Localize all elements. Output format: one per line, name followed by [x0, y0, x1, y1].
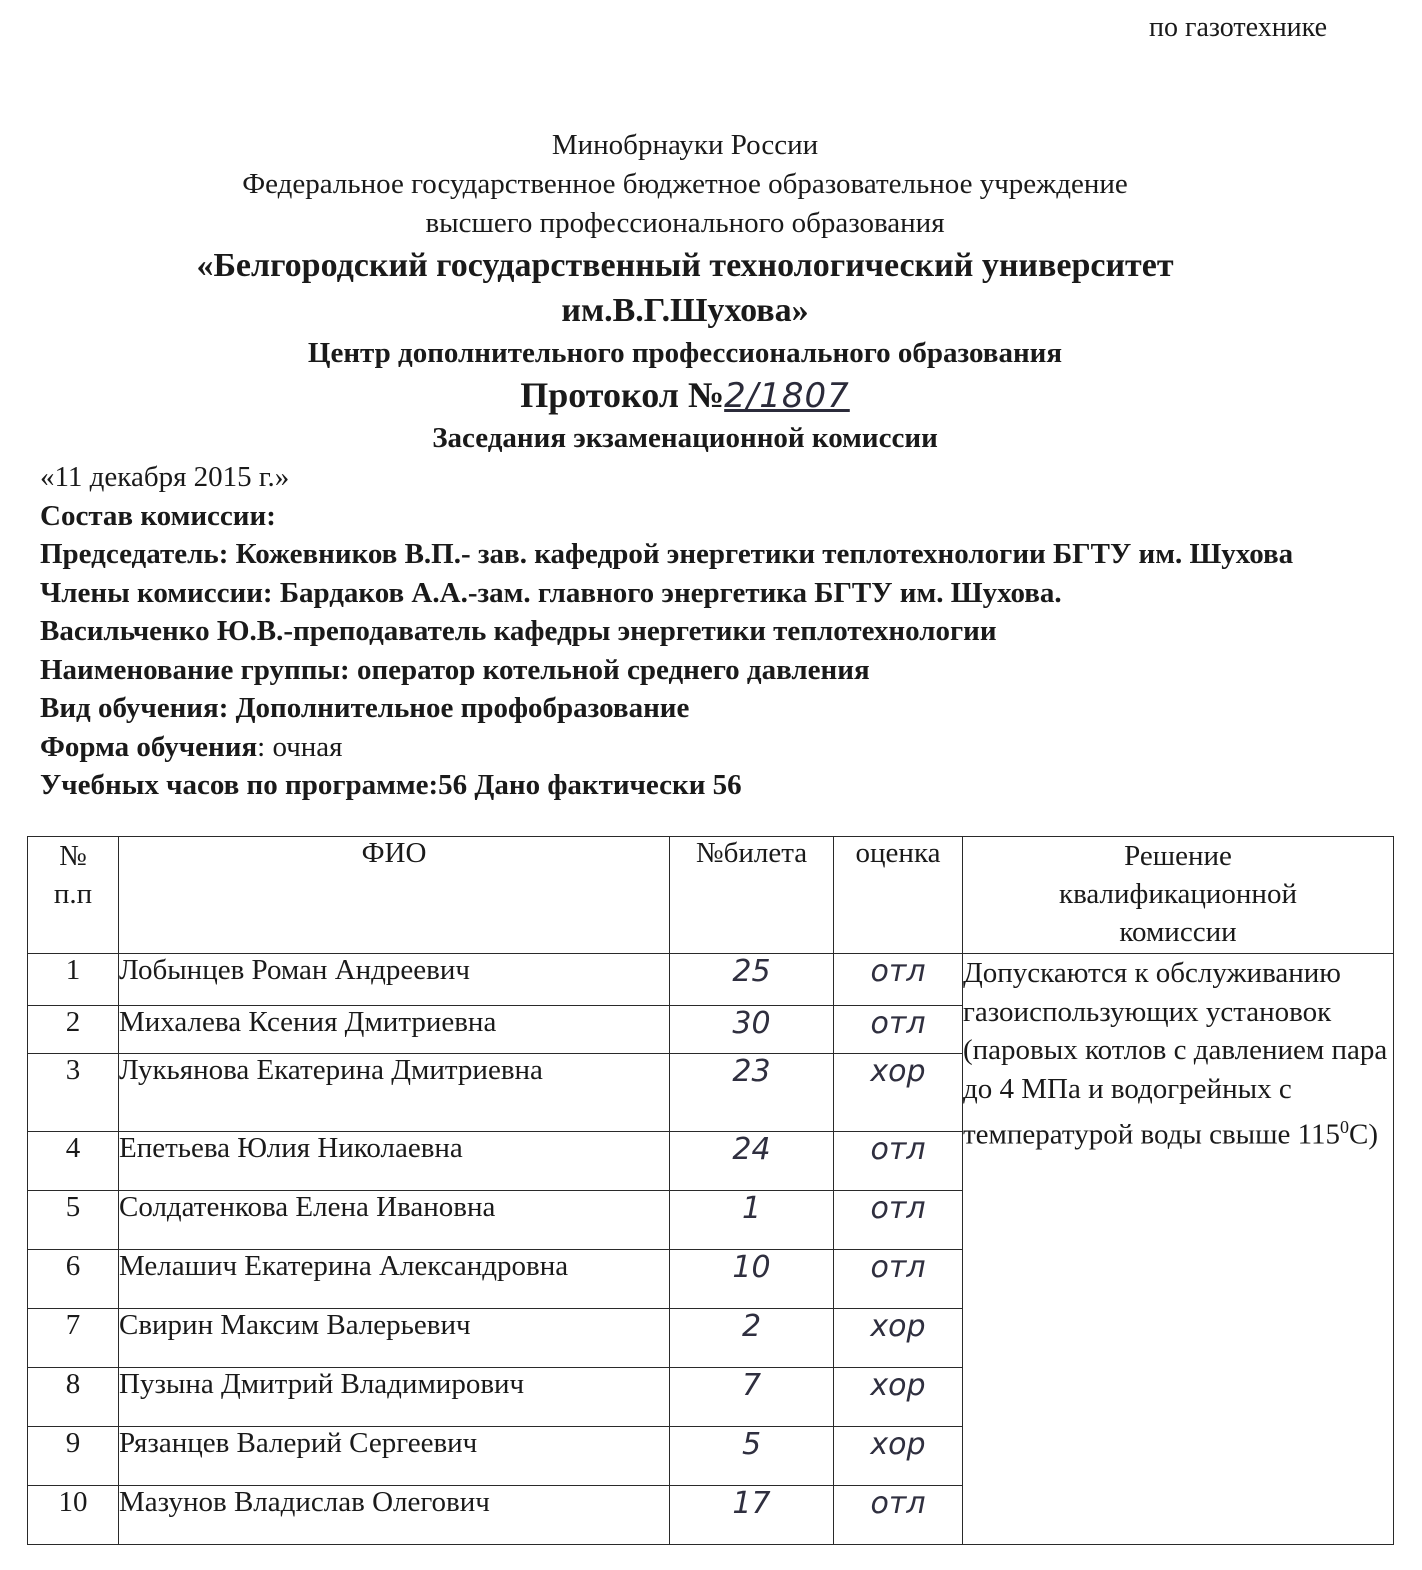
ministry-line: Минобрнауки России: [551, 129, 819, 161]
row-ticket: 17: [670, 1486, 834, 1545]
header-num-line-1: №: [59, 840, 87, 872]
header-decision-line-1: Решение: [1124, 840, 1232, 872]
row-fio: Михалева Ксения Дмитриевна: [119, 1006, 670, 1054]
results-table: [27, 836, 1394, 1545]
row-grade: хор: [834, 1309, 963, 1368]
row-ticket: 10: [670, 1250, 834, 1309]
row-grade: отл: [834, 1132, 963, 1191]
row-ticket: 7: [670, 1368, 834, 1427]
center-name: Центр дополнительного профессионального образования: [307, 337, 1063, 369]
decision-degree: 0: [1340, 1117, 1350, 1137]
group-name: Наименование группы: оператор котельной среднего давления: [40, 653, 870, 686]
row-grade: хор: [834, 1427, 963, 1486]
row-num: 3: [28, 1054, 119, 1132]
university-line-2: им.В.Г.Шухова»: [561, 292, 809, 329]
chairman: Председатель: Кожевников В.П.- зав. кафедрой энергетики теплотехнологии БГТУ им. Шухова: [40, 538, 1294, 570]
row-fio: Рязанцев Валерий Сергеевич: [119, 1427, 670, 1486]
row-grade: хор: [834, 1054, 963, 1132]
row-num: 2: [28, 1006, 119, 1054]
row-num: 7: [28, 1309, 119, 1368]
protocol-number: 2/1807: [724, 376, 850, 416]
row-num: 1: [28, 954, 119, 1006]
header-decision-line-3: комиссии: [1119, 916, 1237, 948]
row-num: 6: [28, 1250, 119, 1309]
row-ticket: 2: [670, 1309, 834, 1368]
row-num: 4: [28, 1132, 119, 1191]
row-fio: Пузына Дмитрий Владимирович: [119, 1368, 670, 1427]
study-form: [40, 728, 1360, 767]
row-grade: отл: [834, 1250, 963, 1309]
row-num: 10: [28, 1486, 119, 1545]
row-fio: Солдатенкова Елена Ивановна: [119, 1191, 670, 1250]
protocol-date: «11 декабря 2015 г.»: [40, 461, 290, 493]
corner-note: по газотехнике: [1148, 12, 1327, 43]
row-grade: отл: [834, 1191, 963, 1250]
row-ticket: 30: [670, 1006, 834, 1054]
header-num-line-2: п.п: [53, 878, 93, 910]
row-num: 8: [28, 1368, 119, 1427]
row-ticket: 24: [670, 1132, 834, 1191]
row-num: 9: [28, 1427, 119, 1486]
row-fio: Лобынцев Роман Андреевич: [119, 954, 670, 1006]
row-grade: отл: [834, 954, 963, 1006]
document-header: [0, 126, 1370, 458]
header-ticket: №билета: [670, 837, 834, 954]
decision-text: Допускаются к обслуживанию газоиспользующих установок (паровых котлов с давлением пара до 4 МПа и водогрейных с температурой воды свыше 115: [963, 957, 1388, 1151]
row-fio: Мазунов Владислав Олегович: [119, 1486, 670, 1545]
protocol-label: Протокол №: [520, 375, 725, 415]
composition-label: Состав комиссии:: [40, 499, 276, 532]
study-form-label: Форма обучения: [40, 730, 258, 763]
row-ticket: 1: [670, 1191, 834, 1250]
study-hours: Учебных часов по программе:56 Дано фактически 56: [40, 769, 742, 801]
commission-member-2: Васильченко Ю.В.-преподаватель кафедры энергетики теплотехнологии: [40, 615, 997, 647]
row-grade: отл: [834, 1006, 963, 1054]
table-row: [28, 954, 1394, 1006]
row-fio: Мелашич Екатерина Александровна: [119, 1250, 670, 1309]
row-ticket: 23: [670, 1054, 834, 1132]
study-type-value: : Дополнительное профобразование: [218, 692, 690, 724]
table-header-row: [28, 837, 1394, 954]
header-decision-line-2: квалификационной: [1059, 878, 1297, 910]
institution-line-1: Федеральное государственное бюджетное образовательное учреждение: [242, 168, 1128, 200]
header-num: [28, 837, 119, 954]
decision-cell: [963, 954, 1394, 1545]
row-fio: Лукьянова Екатерина Дмитриевна: [119, 1054, 670, 1132]
row-num: 5: [28, 1191, 119, 1250]
row-grade: отл: [834, 1486, 963, 1545]
study-form-value: : очная: [257, 730, 343, 763]
header-fio: ФИО: [119, 837, 670, 954]
study-type-label: Вид обучения: [40, 692, 219, 724]
row-fio: Епетьева Юлия Николаевна: [119, 1132, 670, 1191]
row-ticket: 25: [670, 954, 834, 1006]
session-title: Заседания экзаменационной комиссии: [432, 422, 938, 454]
row-fio: Свирин Максим Валерьевич: [119, 1309, 670, 1368]
header-grade: оценка: [834, 837, 963, 954]
study-type: [40, 689, 1360, 728]
commission-members: Члены комиссии: Бардаков А.А.-зам. главного энергетика БГТУ им. Шухова.: [40, 576, 1062, 609]
commission-info: [40, 458, 1360, 805]
university-line-1: «Белгородский государственный технологический университет: [196, 247, 1174, 284]
row-ticket: 5: [670, 1427, 834, 1486]
header-decision: [963, 837, 1394, 954]
decision-text-tail: С): [1349, 1118, 1379, 1151]
institution-line-2: высшего профессионального образования: [425, 207, 945, 239]
row-grade: хор: [834, 1368, 963, 1427]
protocol-title: [0, 373, 1370, 418]
